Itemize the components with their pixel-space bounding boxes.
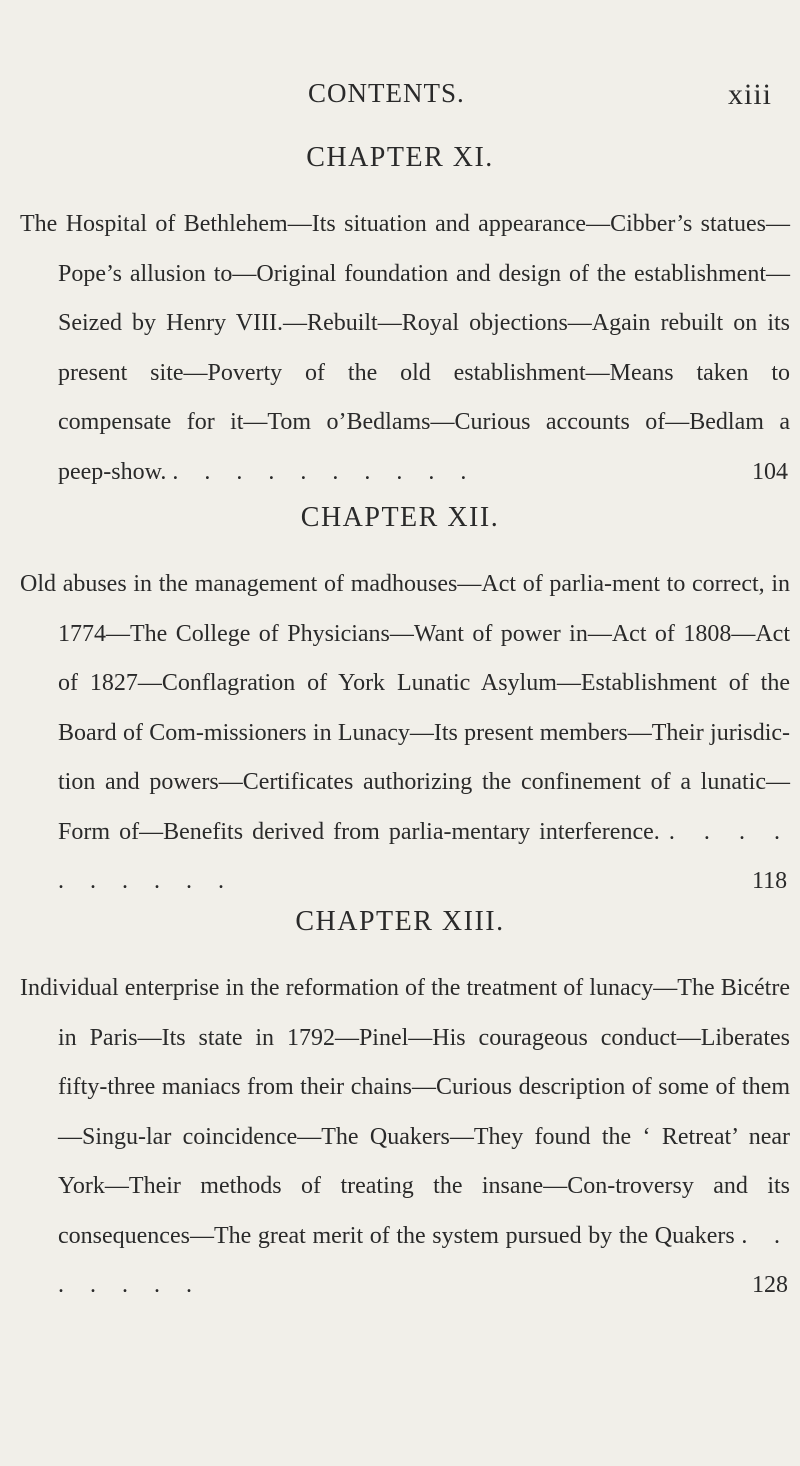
chapter-summary: Old abuses in the management of madhouses—Act of parlia-ment to correct, in 1774—The College of Physicians—Want of power in—Act of 1808—Act of 1827—Conflagration of York Lunatic Asylum—Establishment of the Board of Com-missioners in Lunacy—Its present members—Their jurisdic-tion and powers—Certificates authorizing the confinement of a lunatic—Form of—Benefits derived from parlia-mentary interference. . . . . . . . . . . 118: [20, 571, 790, 894]
chapter-summary: The Hospital of Bethlehem—Its situation and appearance—Cibber’s statues—Pope’s allusion to—Original foundation and design of the establishment—Seized by Henry VIII.—Rebuilt—Royal objections—Again rebuilt on its present site—Poverty of the old establishment—Means taken to compensate for it—Tom o’Bedlams—Curious accounts of—Bedlam a peep-show. . . . . . . . . . . 104: [20, 211, 790, 485]
chapter-heading: CHAPTER XIII.: [295, 906, 505, 937]
dot-leader: . . . . . . .: [58, 1222, 790, 1298]
running-title: CONTENTS.: [308, 78, 465, 108]
running-head: [0, 78, 800, 118]
dot-leader: . . . . . . . . . .: [58, 818, 790, 894]
chapter-entry-xiii: [0, 906, 800, 1466]
chapter-summary: Individual enterprise in the reformation of the treatment of lunacy—The Bicétre in Paris—Its state in 1792—Pinel—His courageous conduct—Liberates fifty-three maniacs from their chains—Curious description of some of them—Singu-lar coincidence—The Quakers—They found the ‘ Retreat’ near York—Their methods of treating the insane—Con-troversy and its consequences—The great merit of the system pursued by the Quakers . . . . . . . 128: [20, 975, 790, 1298]
chapter-heading: CHAPTER XII.: [300, 502, 500, 533]
chapter-summary-text: The Hospital of Bethlehem—Its situation and appearance—Cibber’s statues—Pope’s allusion to—Original foundation and design of the establishment—Seized by Henry VIII.—Rebuilt—Royal objections—Again rebuilt on its present site—Poverty of the old establishment—Means taken to compensate for it—Tom o’Bedlams—Curious accounts of—Bedlam a peep-show.: [20, 211, 790, 485]
chapter-summary-text: Old abuses in the management of madhouses—Act of parlia-ment to correct, in 1774—The College of Physicians—Want of power in—Act of 1808—Act of 1827—Conflagration of York Lunatic Asylum—Establishment of the Board of Com-missioners in Lunacy—Its present members—Their jurisdic-tion and powers—Certificates authorizing the confinement of a lunatic—Form of—Benefits derived from parlia-mentary interference.: [20, 571, 790, 845]
chapter-heading: CHAPTER XI.: [306, 142, 494, 173]
chapter-summary-text: Individual enterprise in the reformation of the treatment of lunacy—The Bicétre in Paris—Its state in 1792—Pinel—His courageous conduct—Liberates fifty-three maniacs from their chains—Curious description of some of them—Singu-lar coincidence—The Quakers—They found the ‘ Retreat’ near York—Their methods of treating the insane—Con-troversy and its consequences—The great merit of the system pursued by the Quakers: [20, 975, 790, 1249]
dot-leader: . . . . . . . . . .: [172, 458, 477, 485]
page-number: xiii: [727, 78, 772, 111]
